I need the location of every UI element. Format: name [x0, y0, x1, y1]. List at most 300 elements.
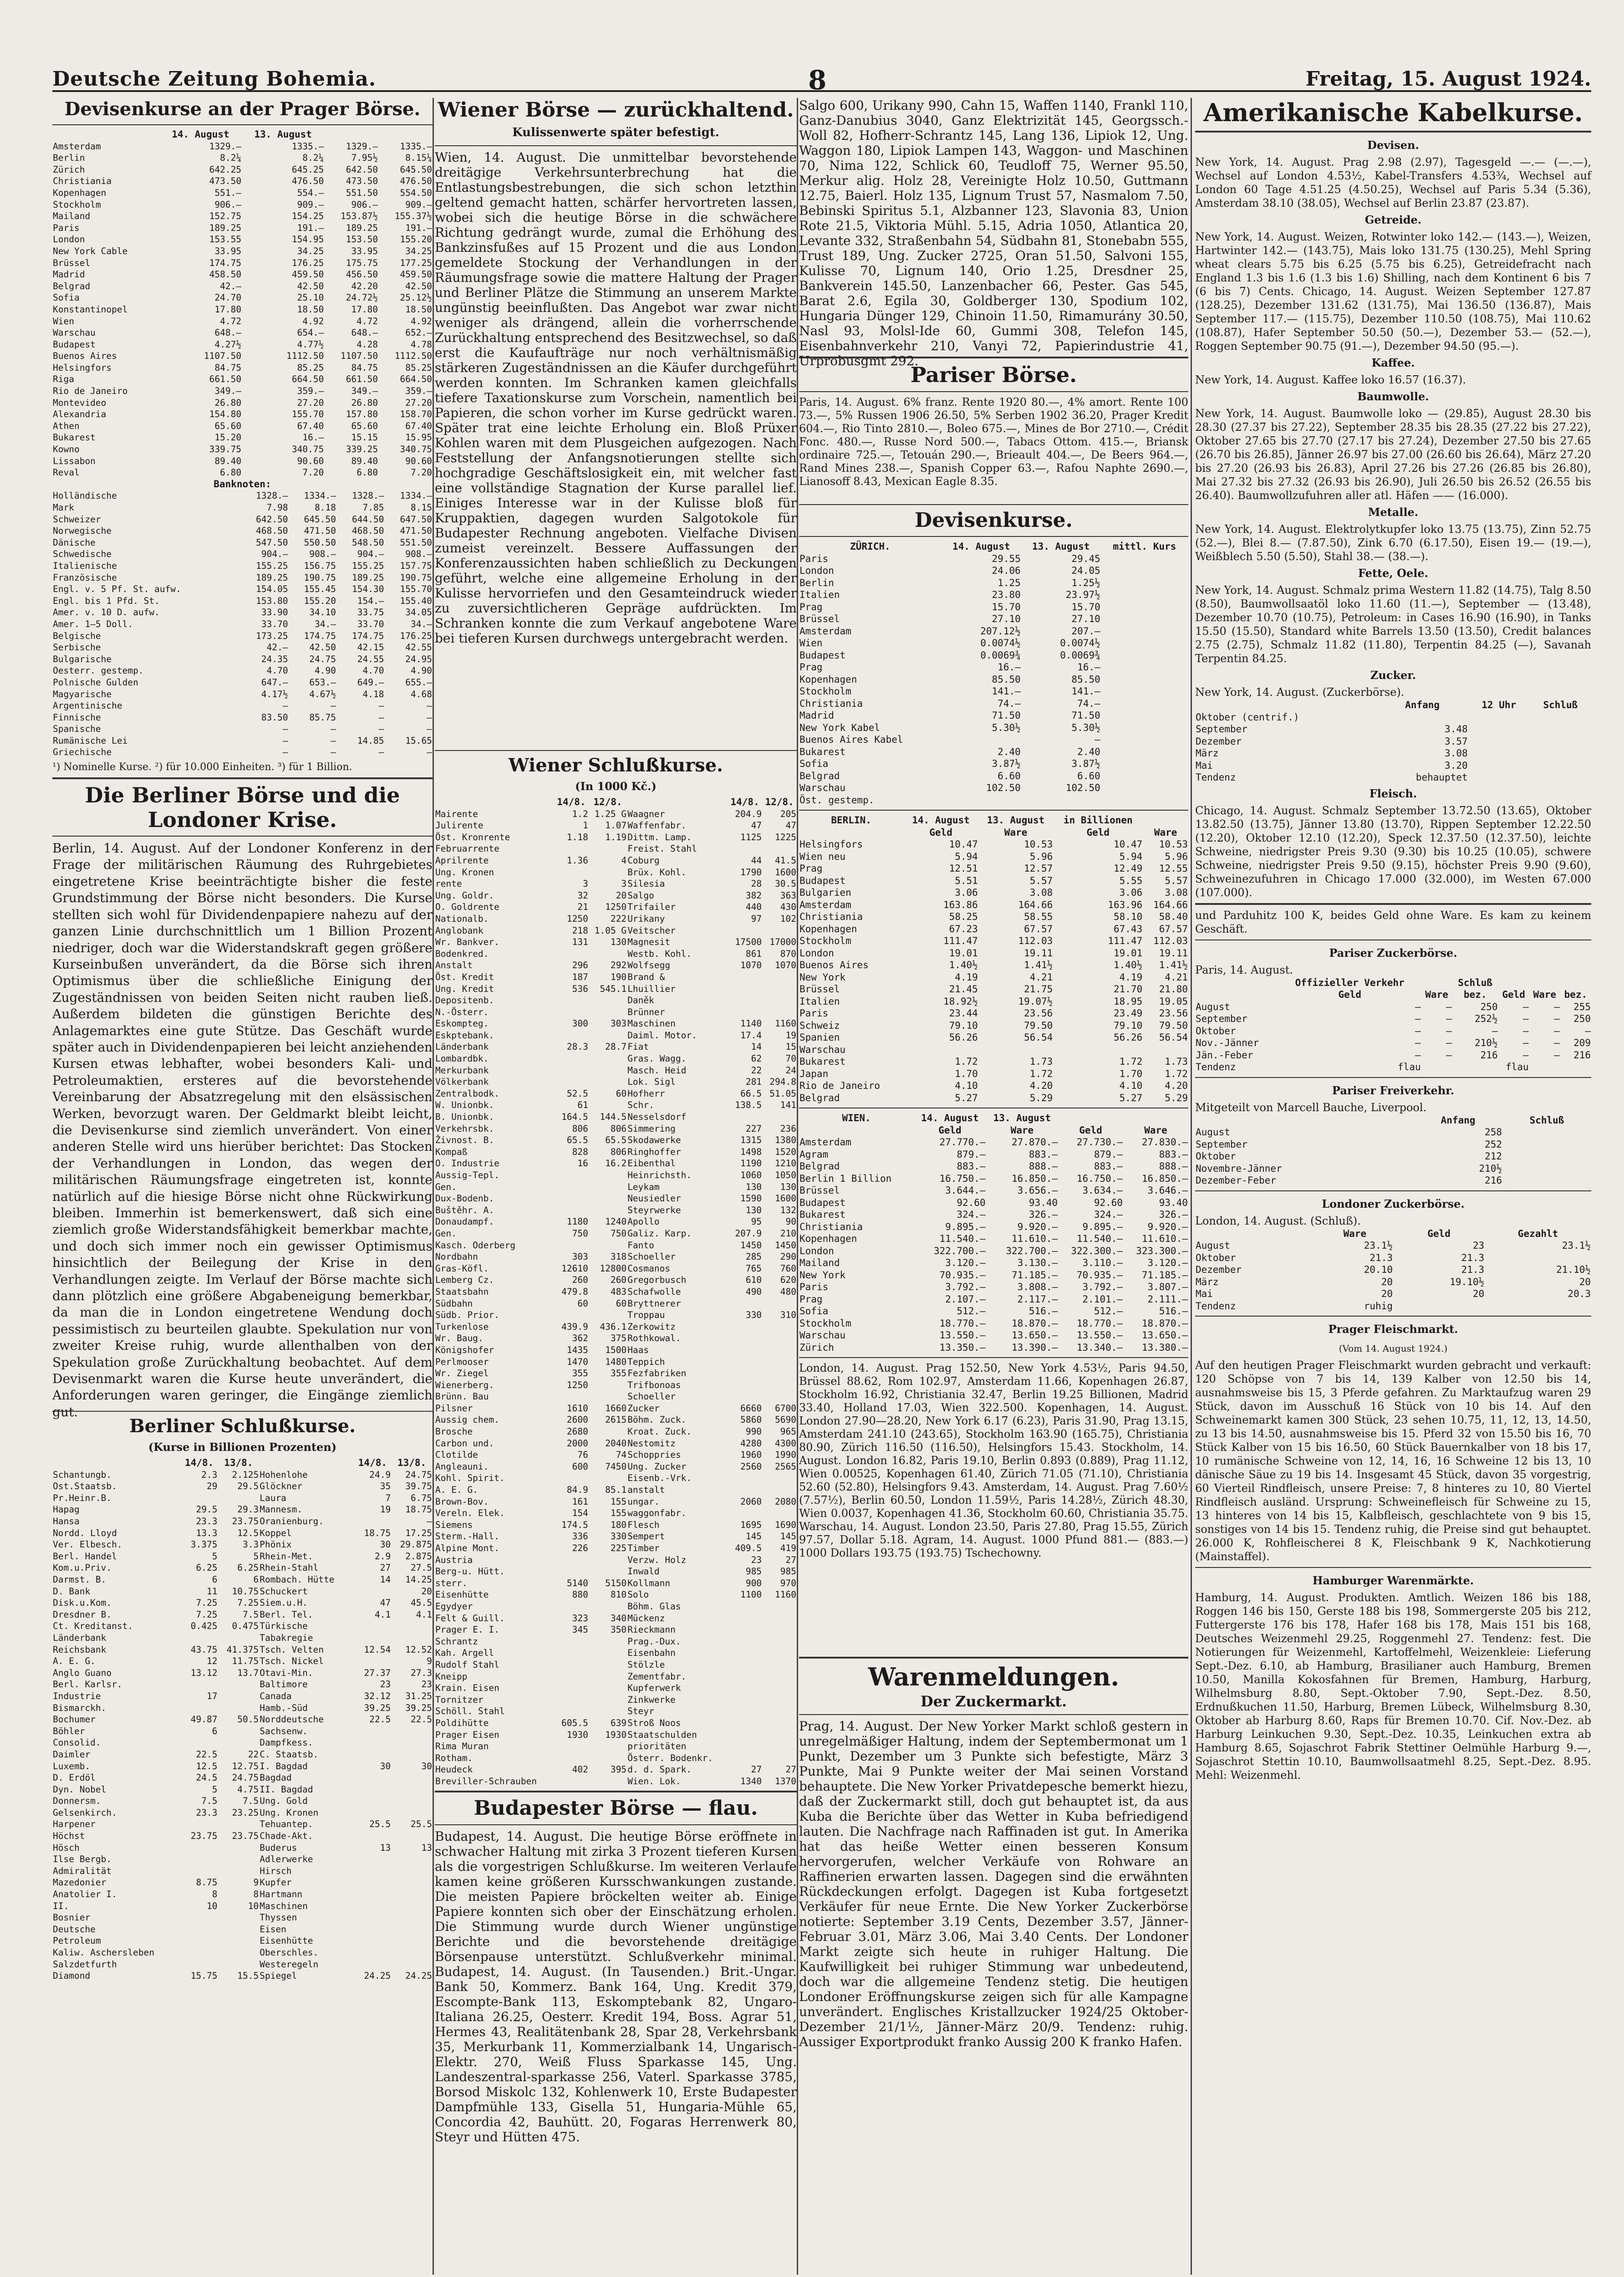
table-cell: 56.54	[1159, 1032, 1188, 1043]
table-cell	[589, 1053, 627, 1065]
table-cell: August	[1196, 1001, 1230, 1012]
table-header-cell: Gezahlt	[1517, 1228, 1558, 1239]
table-row	[435, 1379, 797, 1391]
table-cell: Lombardbk.	[435, 1053, 489, 1064]
table-cell: 12.51	[949, 863, 978, 874]
table-row	[1195, 1276, 1591, 1288]
table-row	[799, 959, 1188, 971]
table-cell: Schrantz	[435, 1636, 478, 1647]
table-cell	[762, 1613, 797, 1624]
table-cell: 4.92	[411, 316, 432, 327]
heading-commodity-reports: Warenmeldungen.	[868, 1662, 1120, 1691]
table-cell: Rombach. Hütte	[260, 1574, 335, 1585]
table-cell: 20.10	[1364, 1264, 1393, 1275]
table-cell: London	[53, 234, 85, 245]
table-header-row	[799, 814, 1188, 827]
table-cell	[391, 1620, 433, 1632]
table-row	[435, 1134, 797, 1146]
table-cell: 42.—	[266, 642, 288, 653]
table-row	[435, 1694, 797, 1706]
table-cell: Österr. Bodenkr.	[627, 1752, 713, 1763]
table-cell	[181, 1492, 218, 1504]
table-cell: 164.5	[561, 1112, 588, 1123]
table-cell: Freist. Stahl	[627, 843, 697, 854]
table-cell	[554, 867, 589, 878]
table-cell: Serbische	[53, 642, 101, 653]
table-row	[799, 1209, 1188, 1221]
table-cell	[354, 1620, 392, 1632]
table-cell: 12.57	[1024, 863, 1053, 874]
table-cell: Canada	[260, 1690, 292, 1701]
table-cell: —	[1446, 1013, 1452, 1024]
table-cell	[762, 971, 797, 983]
table-cell: 2.107.—	[945, 1293, 986, 1305]
table-cell: Kompaß	[435, 1146, 468, 1157]
table-cell: Eskptebank.	[435, 1030, 494, 1041]
table-cell: Höchst	[53, 1831, 85, 1842]
table-row	[1195, 1037, 1591, 1049]
table-cell: Steyrwerke	[627, 1205, 681, 1215]
table-cell	[762, 1659, 797, 1671]
table-cell: 13	[421, 1842, 432, 1853]
table-cell: 310	[780, 1310, 796, 1321]
table-cell	[1468, 771, 1530, 784]
table-cell: 45.5	[411, 1598, 432, 1608]
divider	[52, 836, 433, 837]
table-cell: 15.5	[237, 1971, 259, 1981]
table-cell: —	[1585, 1025, 1591, 1036]
table-cell: Berlin	[799, 577, 834, 588]
table-row	[799, 1293, 1188, 1306]
table-row	[435, 1613, 797, 1624]
table-cell	[728, 1647, 762, 1659]
table-cell: 27.10	[992, 613, 1021, 624]
table-cell: Schweiz	[799, 1020, 840, 1031]
table-cell: Magyarische	[53, 689, 112, 699]
table-cell	[181, 1702, 218, 1714]
table-cell: Berl. Karlsr.	[53, 1679, 122, 1690]
table-cell	[391, 1865, 433, 1877]
table-cell: 0.0069¾	[980, 649, 1021, 661]
table-cell: Öst. Kronrente	[435, 832, 510, 842]
table-cell: 1340	[740, 1776, 762, 1787]
table-cell: 90.60	[297, 455, 324, 466]
table-cell	[554, 1636, 589, 1648]
table-cell: 1930	[605, 1729, 627, 1740]
table-cell: 24.9	[369, 1469, 391, 1480]
table-cell: Amsterdam	[53, 141, 101, 152]
table-cell: 1.72	[1165, 1068, 1188, 1079]
table-cell: Sempert	[627, 1531, 665, 1542]
table-row	[435, 1624, 797, 1636]
table-cell	[589, 1391, 627, 1403]
table-header-cell: Geld	[1079, 1124, 1102, 1136]
table-cell: Lissabon	[53, 455, 96, 466]
table-row	[435, 1146, 797, 1158]
table-cell: Eisenb.-Vrk.	[627, 1473, 692, 1484]
table-row	[435, 1123, 797, 1135]
table-cell: 355	[572, 1368, 588, 1379]
table-cell: Hamb.-Süd	[260, 1702, 308, 1713]
table-cell: 653.—	[309, 677, 336, 688]
table-cell	[589, 1030, 627, 1041]
divider	[1195, 1567, 1591, 1568]
table-cell	[554, 1076, 589, 1088]
table-cell: 12.5	[237, 1527, 259, 1538]
table-cell: 23.75	[190, 1831, 218, 1842]
table-cell	[589, 1741, 627, 1752]
table-row	[435, 1776, 797, 1787]
table-row	[435, 855, 797, 867]
table-cell: 153.50	[346, 234, 378, 245]
table-cell: Živnost. B.	[435, 1135, 494, 1146]
table-header-cell: 12/8.	[765, 796, 794, 807]
table-cell: 0.0074½	[1060, 638, 1100, 648]
table-cell: Zerkowitz	[627, 1321, 676, 1332]
article-budapest-continued: Salgo 600, Urikany 990, Cahn 15, Waffen 1140, Frankl 110, Ganz-Danubius 3040, Ganz Elektrizität 145, Georgssch.-Woll 82, Hofherr-Schrantz 145, Lang 136, Lipiok 12, Ung. Waggon 180, Lipiok Lampen 143, Waggon- und Maschinen 70, Nima 122, Schlick 60, Teudloff 75, Werner 95.50, Merkur alig. Holz 28, Vereinigte Holz 10.50, Guttmann 12.75, Baierl. Holz 135, Lignum Trust 57, Nasmalom 7.50, Bebinski Spiritus 5.1, Alzbanner 123, Slavonia 83, Union Rote 21.5, Viktoria Mühl. 5.15, Adria 1050, Atlantica 20, Levante 332, Straßenbahn 54, Südbahn 81, Stonebabn 555, Trust 189, Ung. Zucker 2725, Oran 51.50, Salvoni 155, Kulisse 70, Lignum 140, Orio 1.25, Dresdner 25, Bankverein 145.50, Lanzenbacher 66, Pester. Gas 545, Barat 2.6, Egila 30, Goldberger 130, Spodium 102, Hungaria Dünger 129, Chinoin 11.50, Rimamurány 30.50, Nasl 93, Molsl-Ide 60, Gummi 308, Telefon 145, Eisenbahnverkehr 210, Vanyi 72, Papierindustrie 41, Urprobusgmt 292.	[799, 98, 1188, 368]
table-cell: 258	[1485, 1127, 1502, 1138]
table-cell: Rothkowal.	[627, 1333, 681, 1344]
table-cell: 326.—	[1028, 1209, 1058, 1220]
table-cell: Italien	[799, 996, 840, 1007]
table-cell: 35	[380, 1481, 391, 1492]
paragraph-metals: New York, 14. August. Elektrolytkupfer loko 13.75 (13.75), Zinn 52.75 (52.—), Blei 8.— (7.87.50), Zink 6.70 (6.17.50), Eisen 19.— (19.—), Weißblech 5.50 (5.50), Stahl 38.— (38.—).	[1195, 523, 1591, 563]
table-cell: 4.90	[315, 665, 336, 676]
table-cell: 74.—	[998, 698, 1021, 709]
table-cell	[354, 1865, 392, 1877]
table-cell: Eibenthal	[627, 1158, 676, 1169]
table-cell: Südb. Prior.	[435, 1310, 499, 1321]
table-cell	[181, 1842, 218, 1854]
table-cell: 19.05	[1159, 996, 1188, 1007]
table-cell: 5.57	[1165, 875, 1188, 886]
table-cell	[391, 1632, 433, 1644]
table-row	[435, 1542, 797, 1554]
table-cell: 155.45	[304, 584, 336, 595]
table-cell: 20	[1381, 1288, 1393, 1299]
table-row	[52, 595, 433, 607]
table-row	[435, 820, 797, 832]
table-row	[435, 1426, 797, 1438]
table-row	[52, 257, 433, 269]
table-cell: 883.—	[957, 1161, 986, 1172]
table-row	[435, 1111, 797, 1123]
table-cell: 93.40	[1159, 1197, 1188, 1208]
table-cell: 216	[1485, 1175, 1502, 1186]
table-header-row	[799, 1112, 1188, 1124]
table-cell: 42.50	[405, 281, 432, 291]
table-cell	[728, 1671, 762, 1683]
table-cell: 15.95	[405, 432, 432, 443]
table-cell: 1450	[775, 1240, 796, 1251]
table-cell: 112.03	[1153, 935, 1188, 946]
table-cell: Tendenz	[1196, 1300, 1236, 1312]
table-cell	[728, 1356, 762, 1368]
table-cell: Eisen	[260, 1924, 286, 1935]
table-cell	[354, 1632, 392, 1644]
table-cell: —	[331, 735, 336, 746]
table-cell	[762, 1368, 797, 1379]
table-cell: 5.55	[1119, 875, 1143, 886]
table-cell	[354, 1784, 392, 1796]
table-row	[52, 234, 433, 245]
table-row	[435, 1286, 797, 1298]
table-cell: 3.48	[1445, 724, 1468, 735]
table-cell: 2.875	[405, 1551, 432, 1562]
table-cell: 810	[610, 1589, 627, 1600]
divider	[52, 1411, 433, 1412]
table-cell: Oranienburg.	[260, 1516, 324, 1527]
table-cell: 29	[207, 1481, 218, 1492]
table-cell: Poldihütte	[435, 1717, 489, 1728]
table-cell: 141.—	[1071, 686, 1100, 697]
table-cell: —	[1446, 1001, 1452, 1012]
table-cell: 642.25	[209, 164, 242, 175]
table-cell: Kupfer	[260, 1877, 292, 1888]
table-cell: 4300	[775, 1438, 796, 1449]
table-cell: 7.20	[302, 467, 324, 478]
table-cell	[354, 1877, 392, 1889]
table-cell: 1.72	[1029, 1068, 1053, 1079]
table-row	[435, 1344, 797, 1356]
table-cell: 24.95	[405, 653, 432, 664]
table-cell: Warschau	[799, 1044, 846, 1055]
table-cell: Bosnier	[53, 1912, 91, 1923]
table-row	[1195, 1163, 1591, 1175]
table-cell: 324.—	[957, 1209, 986, 1220]
table-cell	[391, 1830, 433, 1842]
table-cell	[391, 1726, 433, 1737]
table-row	[799, 1160, 1188, 1173]
table-row	[52, 1539, 433, 1551]
table-cell: 33.90	[261, 607, 288, 618]
table-cell: 164.66	[1018, 899, 1053, 910]
table-cell: 225	[610, 1543, 627, 1553]
table-cell: Consolid.	[53, 1737, 101, 1748]
table-cell	[728, 1111, 762, 1123]
table-cell: Berl. Handel	[53, 1551, 117, 1562]
subheading-vienna-closing: (In 1000 Kč.)	[575, 780, 657, 793]
table-cell: 90.60	[405, 455, 432, 466]
table-cell: Griechische	[53, 747, 112, 758]
table-cell: Stockholm	[799, 686, 851, 697]
table-cell: 1.41½	[1159, 960, 1188, 970]
table-cell: 648.—	[351, 327, 378, 338]
table-cell: Merkurbank	[435, 1065, 489, 1076]
table-header-cell: in Billionen	[1063, 815, 1133, 826]
table-cell: 29.3	[237, 1504, 259, 1515]
table-cell: 112.03	[1018, 935, 1053, 946]
table-cell: 23	[380, 1679, 391, 1690]
table-cell: 42.50	[297, 281, 324, 291]
table-cell: Königshofer	[435, 1344, 494, 1355]
table-cell: 459.50	[400, 269, 432, 280]
table-cell	[391, 1947, 433, 1959]
table-cell: —	[282, 700, 288, 711]
heading-american-cable-rates: Amerikanische Kabelkurse.	[1203, 98, 1583, 127]
table-cell: 303	[572, 1251, 588, 1262]
table-cell: Brüssel	[799, 613, 840, 624]
table-cell: 904.—	[261, 549, 288, 560]
table-cell: Riga	[53, 374, 74, 385]
table-row	[799, 613, 1188, 625]
table-row	[435, 1321, 797, 1333]
table-cell: Bagdad	[260, 1772, 292, 1783]
table-cell	[728, 1613, 762, 1624]
table-row	[435, 1018, 797, 1030]
table-cell: 550.50	[304, 537, 336, 548]
table-cell	[589, 1006, 627, 1018]
table-row	[435, 1076, 797, 1088]
table-cell: 28	[751, 878, 762, 889]
table-cell	[589, 1601, 627, 1613]
heading-vienna-bourse: Wiener Börse — zurückhaltend.	[438, 98, 794, 122]
table-cell: 0.0069¾	[1060, 649, 1100, 661]
table-cell: Dezember-Feber	[1196, 1175, 1277, 1186]
table-cell: Staatschulden	[627, 1729, 697, 1740]
table-cell: 187	[572, 971, 588, 982]
table-cell: 155.37½	[394, 211, 432, 222]
table-cell: 226	[572, 1543, 588, 1553]
table-cell: 154.05	[256, 584, 288, 595]
table-row	[799, 1007, 1188, 1020]
table-cell: Französische	[53, 572, 117, 583]
table-cell	[1530, 711, 1591, 724]
table-row	[1195, 1001, 1591, 1013]
table-row	[799, 1305, 1188, 1317]
table-cell: 5860	[740, 1414, 762, 1425]
table-cell: Nordd. Lloyd	[53, 1527, 117, 1538]
table-cell	[589, 1472, 627, 1484]
table-cell: 4.68	[411, 689, 432, 699]
table-cell: 58.40	[1159, 911, 1188, 922]
table-row	[52, 548, 433, 560]
table-cell	[728, 1484, 762, 1496]
table-row	[1195, 1252, 1591, 1264]
table-cell	[218, 1737, 260, 1749]
table-cell: 102.50	[1065, 782, 1100, 793]
table-cell: anstalt	[627, 1485, 665, 1496]
table-row	[799, 565, 1188, 577]
paragraph-cotton: New York, 14. August. Baumwolle loko — (29.85), August 28.30 bis 28.30 (27.37 bis 27.22), September 28.35 bis 28.35 (27.22 bis 27.22), Oktober 27.65 bis 27.70 (27.17 bis 27.24), Dezember 27.50 bis 27.65 (26.70 bis 26.85), Jänner 26.97 bis 27.00 (26.60 bis 26.64), März 27.20 bis 27.20 (26.93 bis 26.83), April 27.26 bis 27.26 (26.85 bis 26.80), Mai 27.32 bis 27.32 (26.93 bis 26.90), Juli 26.50 bis 26.52 (26.55 bis 26.40). Baumwollzufuhren aller atl. Häfen —— (16.000).	[1195, 407, 1591, 502]
table-cell: Galiz. Karp.	[627, 1228, 692, 1239]
table-cell: 17.80	[214, 304, 242, 315]
table-cell: 458.50	[209, 269, 242, 280]
table-cell: 16.850.—	[1141, 1173, 1188, 1184]
table-cell: 189.25	[352, 572, 384, 583]
table-cell: Trifailer	[627, 902, 676, 913]
table-cell: Donnersm.	[53, 1796, 101, 1807]
table-cell: 90	[785, 1216, 796, 1227]
table-cell: 210	[780, 1228, 796, 1239]
table-cell: 2.9	[375, 1551, 391, 1562]
prague-banknotes-table	[52, 479, 433, 758]
table-cell: Anstalt	[435, 960, 473, 971]
table-cell: Zürich	[53, 164, 85, 175]
table-row	[1195, 1240, 1591, 1252]
table-cell: 21.80	[1159, 984, 1188, 995]
table-cell: 1328.—	[352, 490, 384, 501]
table-cell: 4.21	[1029, 971, 1053, 983]
table-row	[52, 1935, 433, 1947]
table-row	[52, 1900, 433, 1912]
table-cell: 60	[616, 1088, 627, 1099]
table-cell: 1225	[775, 832, 796, 842]
table-cell	[728, 1659, 762, 1671]
table-row	[435, 1741, 797, 1752]
table-row	[799, 1269, 1188, 1281]
table-cell: 17500	[735, 937, 762, 948]
table-cell: 27	[380, 1562, 391, 1573]
table-row	[52, 1679, 433, 1690]
table-cell: 9.920.—	[1147, 1221, 1188, 1232]
heading-foreign-exchange: Devisenkurse.	[915, 509, 1073, 532]
table-cell: Engl. v. 5 Pf. St. aufw.	[53, 584, 181, 595]
table-cell	[589, 1169, 627, 1181]
table-cell: Chade-Akt.	[260, 1831, 313, 1842]
table-cell: 12.54	[364, 1644, 391, 1655]
table-cell: Mailand	[53, 211, 91, 222]
divider	[435, 750, 797, 751]
table-cell: 12.55	[1159, 863, 1188, 874]
table-row	[52, 1551, 433, 1562]
table-cell: 74.—	[1077, 698, 1100, 709]
table-cell: 19.10½	[1450, 1276, 1485, 1287]
table-cell: Kah. Argell	[435, 1648, 494, 1659]
table-cell	[554, 1682, 589, 1694]
table-row	[52, 502, 433, 514]
table-cell: Nationalb.	[435, 913, 489, 924]
table-cell: 43.75	[190, 1644, 218, 1655]
table-cell: 1.05 G	[594, 925, 627, 936]
table-cell: Holländische	[53, 490, 117, 501]
table-row	[52, 1562, 433, 1574]
divider	[799, 1357, 1188, 1358]
table-cell: 2615	[605, 1414, 627, 1425]
table-cell: 180	[610, 1519, 627, 1530]
table-cell: 28.7	[605, 1041, 627, 1052]
table-row	[435, 1263, 797, 1275]
table-cell: 17	[207, 1690, 218, 1701]
table-row	[52, 490, 433, 502]
table-cell: 4.19	[1119, 971, 1143, 983]
table-cell: 175.75	[346, 257, 378, 268]
table-cell: 1112.50	[286, 351, 324, 362]
table-cell: 547.50	[256, 537, 288, 548]
vienna-closing-table	[435, 796, 797, 1787]
column-4	[1195, 98, 1591, 1782]
table-row	[52, 1632, 433, 1644]
table-cell: 22	[248, 1749, 259, 1760]
table-cell: Verzw. Holz	[627, 1554, 687, 1565]
table-cell: 1500	[605, 1344, 627, 1355]
table-cell: 23.97½	[1065, 589, 1100, 600]
table-cell	[391, 1889, 433, 1900]
table-cell: 1470	[566, 1356, 588, 1367]
table-cell: 512.—	[1094, 1306, 1123, 1317]
table-cell: Budapest	[799, 649, 846, 661]
table-cell: —	[1446, 1025, 1452, 1036]
table-cell: 5.94	[955, 851, 978, 862]
table-cell: 3.120.—	[1147, 1257, 1188, 1268]
table-cell	[1468, 711, 1530, 724]
table-cell: 141.—	[992, 686, 1021, 697]
table-cell: 970	[780, 1578, 796, 1588]
table-cell: Brünner	[627, 1006, 665, 1017]
table-cell: 13	[380, 1842, 391, 1853]
table-cell: 395	[610, 1764, 627, 1775]
table-cell: 155.20	[304, 595, 336, 606]
